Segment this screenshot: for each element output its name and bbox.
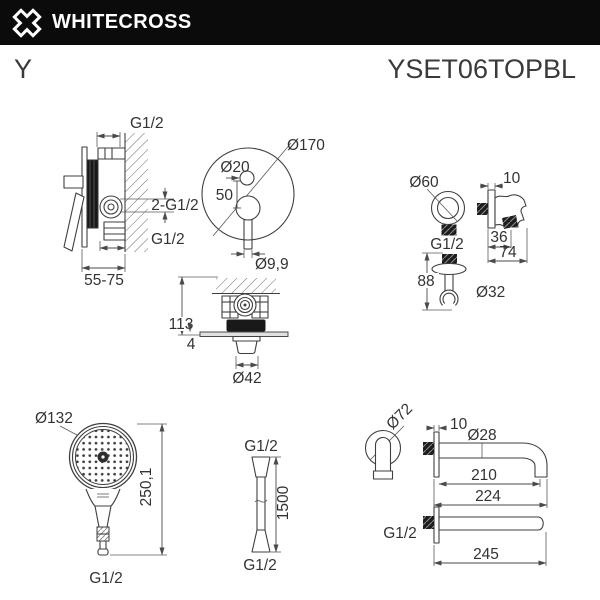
dim-label-top-thread: G1/2 bbox=[130, 115, 164, 132]
hose-drawing bbox=[243, 438, 292, 574]
dim-label-holder-flange: Ø32 bbox=[476, 284, 506, 301]
dim-label-shower-length: 250,1 bbox=[138, 467, 155, 507]
elbow-thread bbox=[442, 225, 457, 236]
handle-end bbox=[98, 549, 108, 555]
mixer-cartridge bbox=[87, 160, 98, 228]
dim-label-tube-diameter: Ø28 bbox=[467, 427, 497, 444]
dim-label-reach: 210 bbox=[471, 467, 497, 484]
dim-label-hose-length: 1500 bbox=[275, 485, 292, 521]
handle-hub bbox=[64, 176, 83, 188]
spout-front-mouth bbox=[374, 471, 393, 479]
hose-bottom-cone bbox=[252, 530, 270, 552]
mixer-profile-drawing bbox=[167, 277, 288, 387]
dim-label-mixer-depth: 113 bbox=[168, 316, 194, 333]
series-label: Y bbox=[14, 54, 33, 84]
spout-thread-block bbox=[423, 442, 434, 455]
handle-taper bbox=[95, 506, 111, 527]
valve-circle bbox=[100, 196, 122, 218]
spout-drawing bbox=[366, 400, 548, 566]
dim-label-elbow-flange: Ø60 bbox=[409, 174, 439, 191]
elbow-inlet-thread bbox=[477, 203, 488, 215]
title-row bbox=[14, 54, 576, 85]
dim-label-depth-total: 74 bbox=[499, 244, 517, 261]
hose-top-cone bbox=[252, 457, 270, 477]
knob-cup bbox=[236, 341, 257, 354]
dim-label-elbow-plate-thickness: 10 bbox=[503, 170, 521, 187]
model-number: YSET06TOPBL bbox=[387, 54, 576, 84]
dim-label-top-length: 245 bbox=[473, 546, 499, 563]
dim-label-plate-diameter: Ø170 bbox=[287, 137, 325, 154]
dim-label-spout-flange: Ø72 bbox=[383, 400, 417, 434]
spout-front-tube bbox=[376, 438, 391, 471]
spout-top-tube bbox=[439, 517, 543, 530]
wall-hatch bbox=[125, 133, 148, 252]
dim-label-button-offset: 50 bbox=[215, 187, 233, 204]
handle-lever bbox=[64, 193, 84, 251]
holder-escutcheon bbox=[432, 264, 466, 275]
dim-label-hose-thread-top: G1/2 bbox=[244, 438, 278, 455]
dim-label-holder-height: 88 bbox=[417, 273, 435, 290]
dim-label-depth-range: 55-75 bbox=[84, 272, 124, 289]
cartridge-ring bbox=[227, 320, 265, 331]
shower-neck bbox=[86, 489, 120, 506]
elbow-flange-circle bbox=[432, 192, 465, 225]
dim-label-ports: 2-G1/2 bbox=[151, 197, 199, 214]
spout-thread-block-top bbox=[423, 516, 434, 529]
dim-label-spout-plate-thickness: 10 bbox=[450, 416, 468, 433]
holder-hook-inner bbox=[443, 293, 455, 303]
brand-name: WHITECROSS bbox=[52, 11, 192, 33]
outlet-elbow-drawing bbox=[409, 170, 527, 263]
dim-label-elbow-thread: G1/2 bbox=[430, 236, 464, 253]
handle-stem bbox=[100, 541, 106, 549]
dim-label-total-reach: 224 bbox=[475, 488, 501, 505]
dim-label-hose-thread-bottom: G1/2 bbox=[243, 557, 277, 574]
plate-front-view-drawing bbox=[202, 137, 325, 273]
spout-wall-plate bbox=[434, 432, 439, 477]
knob-flange bbox=[233, 337, 260, 342]
mixer-side-view-drawing bbox=[64, 115, 199, 289]
dim-label-depth-inner: 36 bbox=[490, 229, 508, 246]
dim-label-shower-thread: G1/2 bbox=[89, 570, 123, 587]
hand-shower-drawing bbox=[35, 410, 167, 587]
dim-label-bottom-thread: G1/2 bbox=[151, 231, 185, 248]
dim-label-stem-diameter: Ø9,9 bbox=[255, 256, 289, 273]
spout-wall-plate-top bbox=[434, 507, 439, 543]
plate-edge-on bbox=[200, 332, 288, 337]
dim-label-knob-diameter: Ø42 bbox=[232, 370, 262, 387]
brand-header bbox=[0, 0, 600, 45]
bottom-port bbox=[104, 222, 125, 240]
shower-holder-drawing bbox=[413, 253, 505, 310]
elbow-wall-plate bbox=[488, 190, 495, 228]
dim-label-button-diameter: Ø20 bbox=[220, 159, 250, 176]
dim-label-spout-thread: G1/2 bbox=[383, 525, 417, 542]
x-cross-logo-icon bbox=[11, 7, 43, 39]
dim-label-plate-thickness: 4 bbox=[186, 336, 196, 353]
dim-label-head-diameter: Ø132 bbox=[35, 410, 73, 427]
wall-hatch-band bbox=[216, 278, 276, 294]
